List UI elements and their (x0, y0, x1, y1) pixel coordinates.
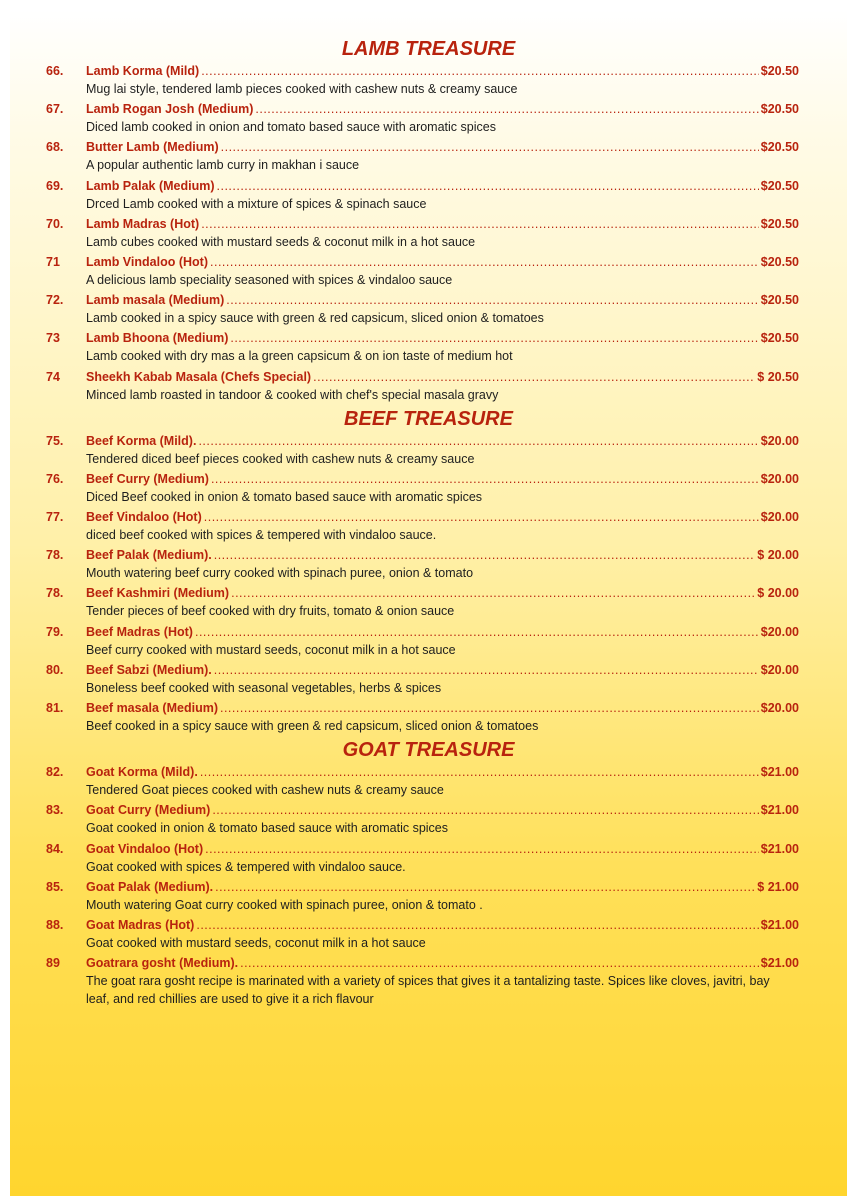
item-number: 85. (46, 879, 64, 894)
item-row (86, 546, 799, 564)
menu-item (10, 432, 847, 470)
item-row (86, 253, 799, 271)
dot-leader (200, 763, 759, 781)
item-row (86, 100, 799, 118)
item-number: 67. (46, 102, 64, 117)
item-description: The goat rara gosht recipe is marinated with a variety of spices that gives it a tantalizing taste. Spices like cloves, javitri, bay leaf, and red chillies are used to give it a rich flavour (86, 974, 770, 1007)
dot-leader (211, 470, 759, 488)
item-description: Boneless beef cooked with seasonal vegetables, herbs & spices (86, 680, 442, 695)
item-price: $ 20.00 (757, 548, 799, 563)
item-price: $20.50 (760, 64, 799, 78)
menu-page (10, 10, 847, 1196)
menu-item (10, 100, 847, 138)
item-number: 68. (46, 140, 64, 155)
item-description: Diced Beef cooked in onion & tomato based sauce with aromatic spices (86, 489, 483, 504)
item-name: Lamb Madras (Hot) (86, 216, 200, 231)
item-name: Beef masala (Medium) (86, 701, 218, 715)
item-name: Beef Kashmiri (Medium) (86, 586, 230, 601)
item-name: Beef Palak (Medium). (86, 548, 212, 563)
item-row (86, 177, 799, 195)
item-description: Goat cooked with mustard seeds, coconut milk in a hot sauce (86, 935, 426, 950)
item-description: Beef curry cooked with mustard seeds, coconut milk in a hot sauce (86, 642, 456, 657)
menu-item (10, 546, 847, 584)
item-row (86, 878, 799, 896)
dot-leader (204, 508, 759, 526)
item-row (86, 329, 799, 347)
item-number: 81. (46, 701, 64, 715)
menu-item (10, 253, 847, 291)
section-title: BEEF TREASURE (344, 407, 513, 430)
dot-leader (217, 177, 759, 195)
item-price: $21.00 (760, 765, 799, 780)
dot-leader (214, 661, 759, 679)
item-name: Lamb Palak (Medium) (86, 178, 215, 193)
item-description: Tender pieces of beef cooked with dry fruits, tomato & onion sauce (86, 604, 455, 619)
item-number: 84. (46, 841, 64, 856)
item-name: Beef Madras (Hot) (86, 624, 193, 639)
item-price: $ 20.00 (757, 586, 799, 601)
item-name: Goatrara gosht (Medium). (86, 956, 239, 971)
item-price: $20.00 (760, 701, 799, 715)
item-price: $ 21.00 (757, 879, 799, 894)
item-row (86, 138, 799, 156)
menu-item (10, 954, 847, 1010)
item-number: 74 (46, 369, 60, 384)
item-row (86, 661, 799, 679)
item-row (86, 62, 799, 80)
item-price: $20.50 (760, 140, 799, 155)
item-number: 83. (46, 803, 64, 818)
item-number: 77. (46, 510, 64, 525)
item-row (86, 623, 799, 641)
dot-leader (201, 62, 759, 80)
item-name: Goat Madras (Hot) (86, 917, 195, 932)
item-description: Lamb cooked with dry mas a la green capsicum & on ion taste of medium hot (86, 349, 513, 364)
item-name: Lamb Vindaloo (Hot) (86, 254, 208, 269)
item-row (86, 470, 799, 488)
item-price: $20.00 (760, 624, 799, 639)
menu-item (10, 215, 847, 253)
item-number: 66. (46, 64, 64, 78)
item-price: $21.00 (760, 803, 799, 818)
item-price: $21.00 (760, 917, 799, 932)
menu-item (10, 801, 847, 839)
item-number: 88. (46, 917, 64, 932)
dot-leader (210, 253, 759, 271)
menu-item (10, 763, 847, 801)
menu-item (10, 138, 847, 176)
menu-item (10, 916, 847, 954)
item-price: $20.00 (760, 662, 799, 677)
item-description: A delicious lamb speciality seasoned with spices & vindaloo sauce (86, 272, 453, 287)
dot-leader (313, 368, 755, 386)
item-number: 70. (46, 216, 64, 231)
item-description: Tendered diced beef pieces cooked with cashew nuts & creamy sauce (86, 451, 475, 466)
item-price: $20.00 (760, 433, 799, 448)
menu-item (10, 508, 847, 546)
menu-item (10, 623, 847, 661)
item-number: 73 (46, 331, 60, 346)
item-name: Goat Palak (Medium). (86, 879, 214, 894)
menu-item (10, 470, 847, 508)
item-row (86, 916, 799, 934)
item-name: Beef Curry (Medium) (86, 471, 209, 486)
dot-leader (212, 801, 758, 819)
item-row (86, 584, 799, 602)
item-price: $20.00 (760, 510, 799, 525)
dot-leader (226, 291, 759, 309)
dot-leader (196, 916, 758, 934)
section-title: GOAT TREASURE (342, 739, 515, 762)
item-name: Beef Korma (Mild). (86, 433, 197, 448)
dot-leader (220, 699, 759, 717)
item-price: $20.50 (760, 293, 799, 308)
item-name: Lamb masala (Medium) (86, 293, 225, 308)
menu-item (10, 840, 847, 878)
dot-leader (240, 954, 759, 972)
item-name: Lamb Rogan Josh (Medium) (86, 102, 254, 117)
menu-item (10, 62, 847, 100)
dot-leader (201, 215, 759, 233)
menu-item (10, 878, 847, 916)
item-price: $21.00 (760, 841, 799, 856)
item-number: 78. (46, 586, 64, 601)
item-description: Diced lamb cooked in onion and tomato based sauce with aromatic spices (86, 120, 496, 135)
item-number: 89 (46, 956, 60, 971)
item-description: diced beef cooked with spices & tempered with vindaloo sauce. (86, 528, 437, 543)
item-name: Goat Vindaloo (Hot) (86, 841, 204, 856)
menu-content (10, 36, 847, 1010)
menu-item (10, 368, 847, 406)
item-number: 82. (46, 765, 64, 780)
item-row (86, 699, 799, 717)
item-row (86, 432, 799, 450)
item-price: $20.50 (760, 254, 799, 269)
item-name: Lamb Bhoona (Medium) (86, 331, 229, 346)
section-title: LAMB TREASURE (341, 38, 516, 60)
item-price: $21.00 (760, 956, 799, 971)
dot-leader (255, 100, 758, 118)
item-price: $ 20.50 (757, 369, 799, 384)
dot-leader (230, 329, 758, 347)
item-row (86, 368, 799, 386)
item-price: $20.50 (760, 216, 799, 231)
item-description: Goat cooked with spices & tempered with vindaloo sauce. (86, 859, 406, 874)
item-description: Mouth watering Goat curry cooked with spinach puree, onion & tomato . (86, 897, 483, 912)
item-description: Drced Lamb cooked with a mixture of spices & spinach sauce (86, 196, 427, 211)
dot-leader (198, 432, 758, 450)
item-row (86, 801, 799, 819)
item-name: Goat Korma (Mild). (86, 765, 198, 780)
item-description: Beef cooked in a spicy sauce with green & red capsicum, sliced onion & tomatoes (86, 719, 539, 733)
item-description: Lamb cooked in a spicy sauce with green & red capsicum, sliced onion & tomatoes (86, 311, 544, 326)
item-price: $20.50 (760, 331, 799, 346)
item-row (86, 215, 799, 233)
menu-item (10, 329, 847, 367)
item-name: Butter Lamb (Medium) (86, 140, 219, 155)
item-number: 75. (46, 433, 64, 448)
item-number: 72. (46, 293, 64, 308)
item-name: Beef Vindaloo (Hot) (86, 510, 202, 525)
item-row (86, 508, 799, 526)
item-description: Mug lai style, tendered lamb pieces cooked with cashew nuts & creamy sauce (86, 82, 518, 96)
item-price: $20.50 (760, 178, 799, 193)
item-description: Goat cooked in onion & tomato based sauce with aromatic spices (86, 821, 449, 836)
item-row (86, 291, 799, 309)
dot-leader (221, 138, 759, 156)
menu-item (10, 661, 847, 699)
item-description: Mouth watering beef curry cooked with spinach puree, onion & tomato (86, 566, 474, 581)
item-price: $20.00 (760, 471, 799, 486)
dot-leader (215, 878, 755, 896)
menu-item (10, 699, 847, 737)
dot-leader (231, 584, 755, 602)
item-row (86, 954, 799, 972)
dot-leader (195, 623, 759, 641)
item-number: 78. (46, 548, 64, 563)
item-number: 76. (46, 471, 64, 486)
item-number: 80. (46, 662, 64, 677)
item-number: 69. (46, 178, 64, 193)
menu-item (10, 291, 847, 329)
dot-leader (205, 840, 759, 858)
item-price: $20.50 (760, 102, 799, 117)
item-name: Beef Sabzi (Medium). (86, 662, 212, 677)
menu-item (10, 584, 847, 622)
item-name: Sheekh Kabab Masala (Chefs Special) (86, 369, 312, 384)
menu-item (10, 177, 847, 215)
item-description: A popular authentic lamb curry in makhan i sauce (86, 158, 360, 173)
item-number: 79. (46, 624, 64, 639)
item-row (86, 763, 799, 781)
item-description: Lamb cubes cooked with mustard seeds & coconut milk in a hot sauce (86, 234, 476, 249)
item-description: Tendered Goat pieces cooked with cashew nuts & creamy sauce (86, 783, 444, 798)
dot-leader (214, 546, 756, 564)
item-name: Lamb Korma (Mild) (86, 64, 200, 78)
item-number: 71 (46, 254, 60, 269)
item-row (86, 840, 799, 858)
item-description: Minced lamb roasted in tandoor & cooked with chef's special masala gravy (86, 387, 499, 402)
item-name: Goat Curry (Medium) (86, 803, 211, 818)
